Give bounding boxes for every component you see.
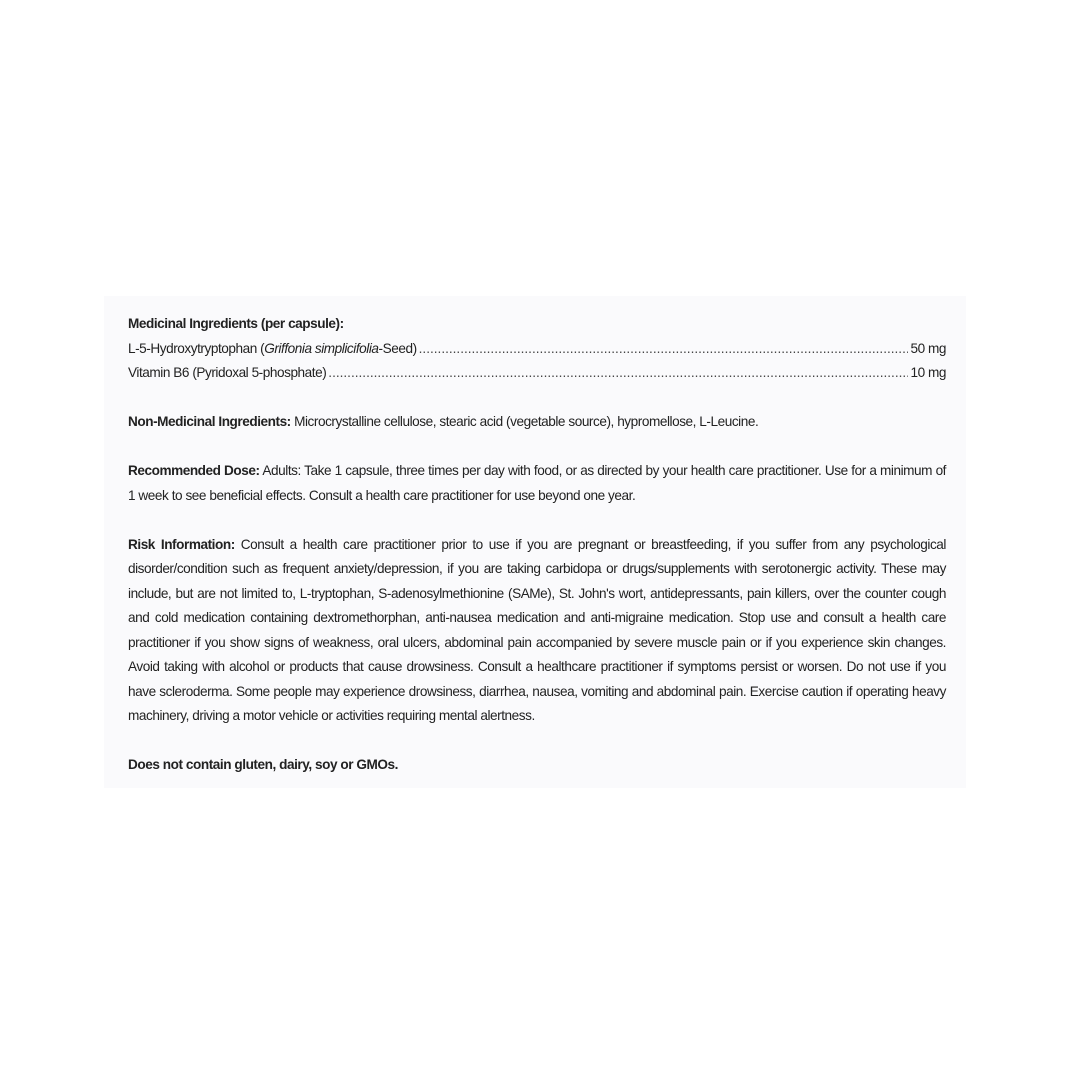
- dot-leader: [419, 337, 909, 362]
- dose-label: Recommended Dose:: [128, 463, 260, 478]
- dose-section: [128, 459, 946, 508]
- risk-label: Risk Information:: [128, 536, 235, 552]
- ingredient-amount: 10 mg: [910, 365, 946, 380]
- ingredient-name: L-5-Hydroxytryptophan (Griffonia simplicifolia-Seed): [128, 340, 417, 356]
- non-medicinal-label: Non-Medicinal Ingredients:: [128, 414, 291, 429]
- ingredient-name: Vitamin B6 (Pyridoxal 5-phosphate): [128, 365, 327, 380]
- non-medicinal-section: [128, 410, 946, 435]
- ingredient-amount: 50 mg: [910, 340, 946, 356]
- dose-text: Adults: Take 1 capsule, three times per day with food, or as directed by your health care practitioner. Use for a minimum of 1 week to see beneficial effects. Consult a health care practitioner for use beyond one year.: [128, 463, 947, 503]
- non-medicinal-text: Microcrystalline cellulose, stearic acid (vegetable source), hypromellose, L-Leucine.: [290, 414, 759, 429]
- dot-leader: [328, 361, 908, 386]
- label-panel: [104, 296, 966, 788]
- risk-section: [128, 533, 946, 729]
- ingredient-row: [128, 361, 946, 386]
- ingredient-species: Griffonia simplicifolia: [264, 340, 379, 356]
- ingredient-row: [128, 337, 946, 362]
- medicinal-heading: Medicinal Ingredients (per capsule):: [128, 316, 344, 331]
- allergen-note: Does not contain gluten, dairy, soy or GMOs.: [128, 757, 398, 772]
- risk-text: Consult a health care practitioner prior to use if you are pregnant or breastfeeding, if you suffer from any psychological disorder/condition such as frequent anxiety/depression, if you are taking carbidopa or drugs/supplements with serotonergic activity. These may include, but are not limited to, L-tryptophan, S-adenosylmethionine (SAMe), St. John's wort, antidepressants, pain killers, over the counter cough and cold medication containing dextromethorphan, anti-nausea medication and anti-migraine medication. Stop use and consult a health care practitioner if you show signs of weakness, oral ulcers, abdominal pain accompanied by severe muscle pain or if you experience skin changes. Avoid taking with alcohol or products that cause drowsiness. Consult a healthcare practitioner if symptoms persist or worsen. Do not use if you have scleroderma. Some people may experience drowsiness, diarrhea, nausea, vomiting and abdominal pain. Exercise caution if operating heavy machinery, driving a motor vehicle or activities requiring mental alertness.: [128, 536, 946, 723]
